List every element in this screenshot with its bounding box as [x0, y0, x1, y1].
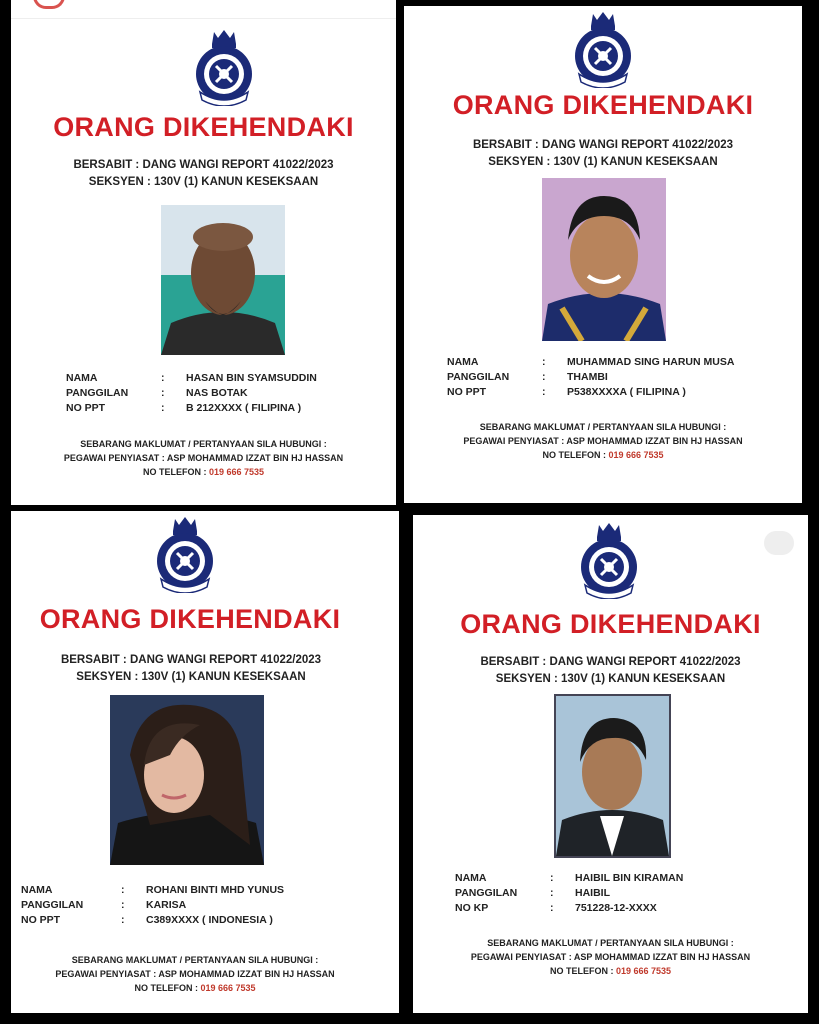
suspect-photo: [542, 178, 666, 341]
suspect-details: [21, 883, 284, 928]
detail-separator: :: [542, 356, 546, 368]
wanted-poster-3: [11, 511, 399, 1013]
wanted-poster-2: [404, 6, 802, 503]
investigator-line: PEGAWAI PENYIASAT : ASP MOHAMMAD IZZAT BIN HJ HASSAN: [463, 436, 743, 446]
contact-info: [11, 953, 379, 995]
case-reference: BERSABIT : DANG WANGI REPORT 41022/2023: [60, 654, 322, 666]
detail-label: NAMA: [447, 356, 479, 368]
detail-row-alias: [455, 886, 683, 901]
detail-label: NAMA: [21, 884, 53, 896]
suspect-photo: [110, 695, 264, 865]
detail-row-name: [455, 871, 683, 886]
legal-section: SEKSYEN : 130V (1) KANUN KESEKSAAN: [88, 176, 319, 188]
overlay-button[interactable]: [764, 531, 794, 555]
detail-value: HASAN BIN SYAMSUDDIN: [186, 372, 317, 384]
police-crest-icon: [147, 513, 223, 593]
contact-line: SEBARANG MAKLUMAT / PERTANYAAN SILA HUBUNGI :: [80, 439, 327, 449]
phone-number: 019 666 7535: [208, 467, 265, 477]
phone-number: 019 666 7535: [200, 983, 256, 993]
detail-row-id: [447, 385, 734, 400]
detail-separator: :: [550, 872, 554, 884]
detail-separator: :: [550, 902, 554, 914]
investigator-line: PEGAWAI PENYIASAT : ASP MOHAMMAD IZZAT BIN HJ HASSAN: [470, 952, 751, 962]
detail-row-id: [66, 401, 317, 416]
detail-label: NAMA: [66, 372, 98, 384]
divider: [11, 18, 396, 19]
wanted-poster-4: [413, 515, 808, 1013]
detail-separator: :: [121, 899, 125, 911]
phone-line: NO TELEFON : 019 666 7535: [134, 983, 256, 993]
wanted-poster-1: [11, 0, 396, 505]
contact-line: SEBARANG MAKLUMAT / PERTANYAAN SILA HUBUNGI :: [487, 938, 734, 948]
case-reference: BERSABIT : DANG WANGI REPORT 41022/2023: [73, 159, 334, 171]
poster-title: ORANG DIKEHENDAKI: [452, 90, 754, 120]
police-crest-icon: [186, 26, 262, 106]
detail-value: C389XXXX ( INDONESIA ): [146, 914, 273, 926]
phone-number: 019 666 7535: [615, 966, 672, 976]
detail-row-name: [66, 371, 317, 386]
case-reference: BERSABIT : DANG WANGI REPORT 41022/2023: [472, 139, 734, 151]
contact-info: [404, 420, 802, 462]
contact-line: SEBARANG MAKLUMAT / PERTANYAAN SILA HUBUNGI :: [479, 422, 727, 432]
detail-separator: :: [121, 914, 125, 926]
phone-number: 019 666 7535: [608, 450, 664, 460]
contact-info: [413, 936, 808, 978]
detail-value: NAS BOTAK: [186, 387, 248, 399]
poster-title: ORANG DIKEHENDAKI: [39, 604, 341, 634]
detail-value: 751228-12-XXXX: [575, 902, 657, 914]
suspect-details: [455, 871, 683, 916]
detail-row-id: [21, 913, 284, 928]
legal-section: SEKSYEN : 130V (1) KANUN KESEKSAAN: [76, 671, 306, 683]
detail-value: B 212XXXX ( FILIPINA ): [186, 402, 302, 414]
detail-label: PANGGILAN: [447, 371, 510, 383]
legal-section: SEKSYEN : 130V (1) KANUN KESEKSAAN: [488, 156, 718, 168]
suspect-photo: [554, 694, 671, 858]
detail-separator: :: [550, 887, 554, 899]
detail-label: NO PPT: [447, 386, 487, 398]
app-badge-icon: [33, 0, 65, 9]
contact-line: SEBARANG MAKLUMAT / PERTANYAAN SILA HUBUNGI :: [71, 955, 319, 965]
detail-row-id: [455, 901, 683, 916]
detail-value: HAIBIL BIN KIRAMAN: [575, 872, 684, 884]
case-reference: BERSABIT : DANG WANGI REPORT 41022/2023: [480, 656, 741, 668]
detail-label: PANGGILAN: [66, 387, 129, 399]
detail-separator: :: [542, 386, 546, 398]
police-crest-icon: [565, 8, 641, 88]
suspect-photo: [161, 205, 285, 355]
detail-row-alias: [66, 386, 317, 401]
detail-label: PANGGILAN: [21, 899, 84, 911]
detail-value: KARISA: [146, 899, 187, 911]
detail-row-name: [447, 355, 734, 370]
legal-section: SEKSYEN : 130V (1) KANUN KESEKSAAN: [495, 673, 726, 685]
suspect-details: [447, 355, 734, 400]
poster-title: ORANG DIKEHENDAKI: [460, 609, 761, 639]
detail-value: ROHANI BINTI MHD YUNUS: [146, 884, 285, 896]
contact-info: [11, 437, 396, 479]
phone-line: NO TELEFON : 019 666 7535: [549, 966, 672, 976]
detail-label: NO PPT: [66, 402, 106, 414]
investigator-line: PEGAWAI PENYIASAT : ASP MOHAMMAD IZZAT BIN HJ HASSAN: [55, 969, 335, 979]
detail-label: NAMA: [455, 872, 487, 884]
police-crest-icon: [571, 519, 647, 599]
suspect-details: [66, 371, 317, 416]
detail-row-alias: [21, 898, 284, 913]
poster-title: ORANG DIKEHENDAKI: [53, 112, 354, 142]
detail-separator: :: [161, 387, 165, 399]
detail-separator: :: [161, 372, 165, 384]
phone-line: NO TELEFON : 019 666 7535: [142, 467, 265, 477]
detail-label: NO PPT: [21, 914, 61, 926]
detail-value: MUHAMMAD SING HARUN MUSA: [567, 356, 735, 368]
detail-value: HAIBIL: [575, 887, 610, 899]
phone-line: NO TELEFON : 019 666 7535: [542, 450, 664, 460]
detail-separator: :: [161, 402, 165, 414]
detail-label: NO KP: [455, 902, 489, 914]
detail-value: P538XXXXA ( FILIPINA ): [567, 386, 686, 398]
detail-row-alias: [447, 370, 734, 385]
detail-row-name: [21, 883, 284, 898]
detail-value: THAMBI: [567, 371, 608, 383]
detail-label: PANGGILAN: [455, 887, 518, 899]
detail-separator: :: [542, 371, 546, 383]
detail-separator: :: [121, 884, 125, 896]
investigator-line: PEGAWAI PENYIASAT : ASP MOHAMMAD IZZAT BIN HJ HASSAN: [63, 453, 344, 463]
